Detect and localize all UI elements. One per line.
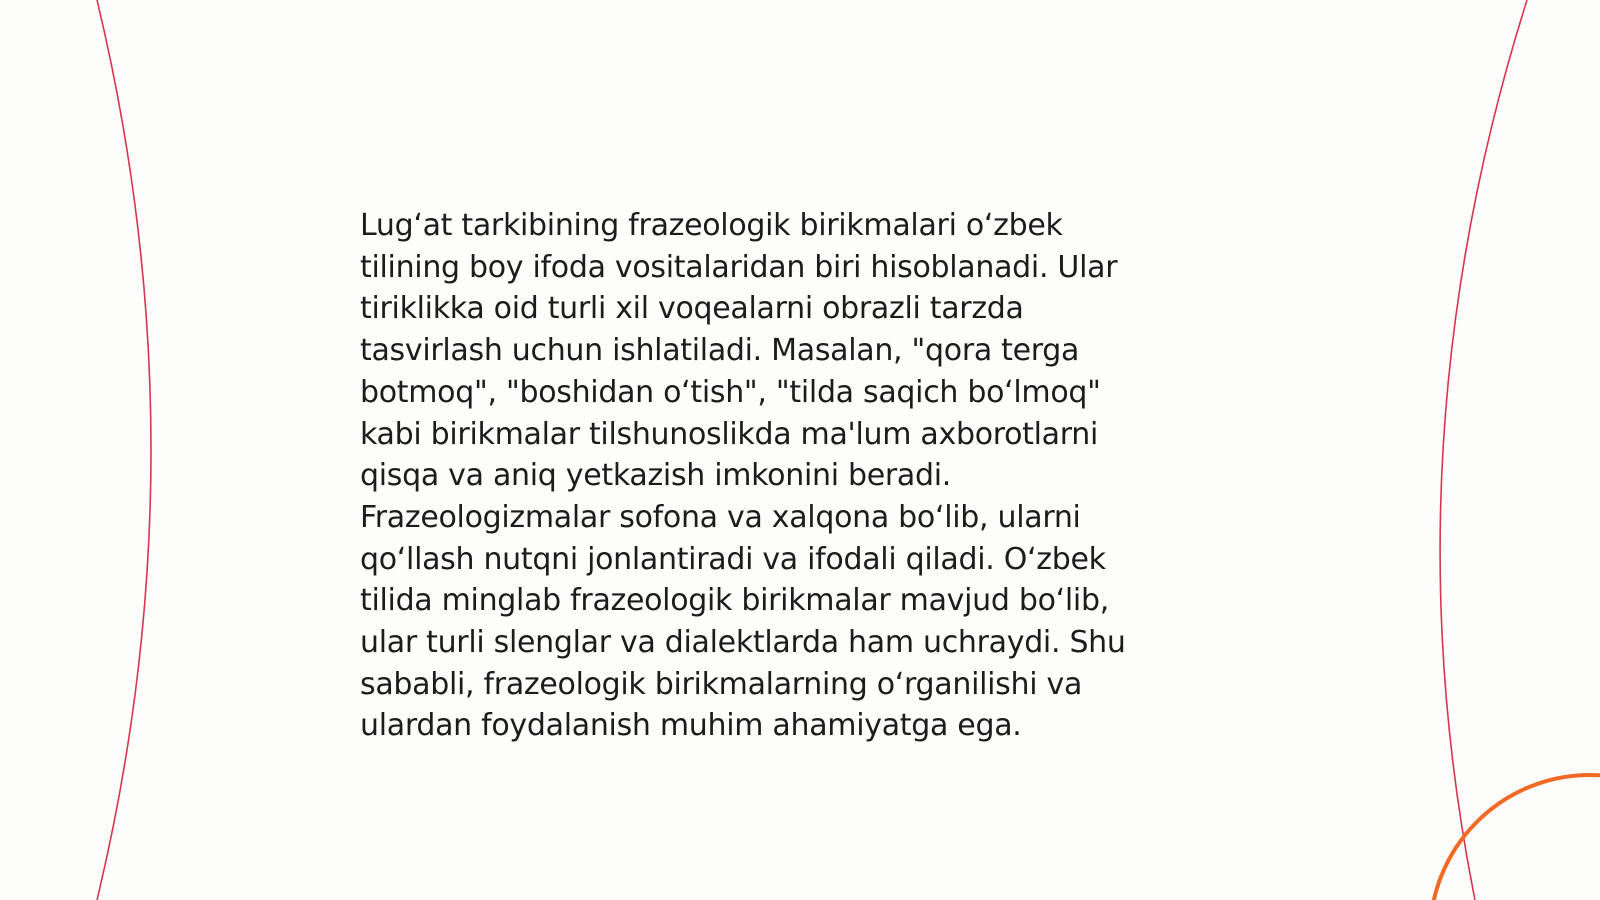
right-curve-line xyxy=(1440,0,1527,900)
left-curve-line xyxy=(97,0,151,900)
body-paragraph: Lug‘at tarkibining frazeologik birikmalari o‘zbek tilining boy ifoda vositalaridan biri hisoblanadi. Ular tiriklikka oid turli xil voqealarni obrazli tarzda tasvirlash uchun ishlatiladi. Masalan, "qora terga botmoq", "boshidan o‘tish", "tilda saqich bo‘lmoq" kabi birikmalar tilshunoslikda ma'lum axborotlarni qisqa va aniq yetkazish imkonini beradi. Frazeologizmalar sofona va xalqona bo‘lib, ularni qo‘llash nutqni jonlantiradi va ifodali qiladi. O‘zbek tilida minglab frazeologik birikmalar mavjud bo‘lib, ular turli slenglar va dialektlarda ham uchraydi. Shu sababli, frazeologik birikmalarning o‘rganilishi va ulardan foydalanish muhim ahamiyatga ega. xyxy=(360,208,1126,744)
corner-arc-circle xyxy=(1430,775,1600,900)
